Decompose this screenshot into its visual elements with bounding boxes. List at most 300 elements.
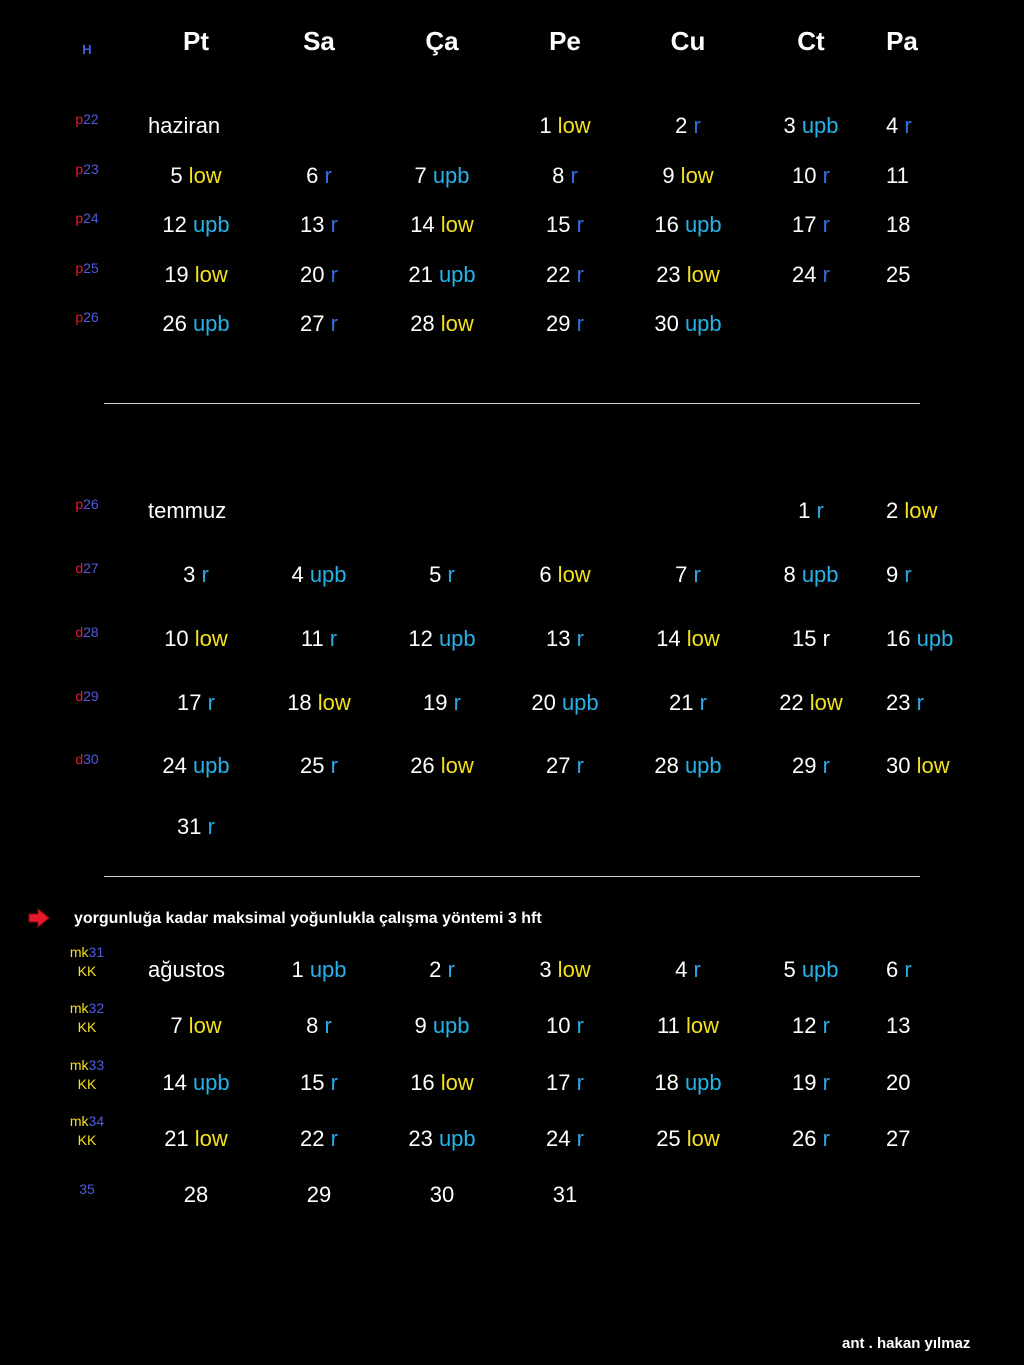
week-code [57,160,117,179]
day-number: 27 [886,1126,911,1151]
training-tag-r: r [816,1013,830,1038]
day-cell [170,1013,221,1039]
day-cell [291,957,346,983]
day-cell [429,957,455,983]
day-cell [410,1070,474,1096]
day-number: 12 [408,626,433,651]
day-number: 2 [886,498,899,523]
day-number: 20 [300,262,325,287]
training-tag-r: r [693,690,707,715]
training-tag-r: r [441,957,455,982]
training-tag-upb: upb [303,957,347,982]
day-number: 8 [783,562,796,587]
week-letter: p [75,111,84,127]
day-cell [546,212,584,238]
training-tag-upb: upb [426,1013,470,1038]
week-letter: mk [69,1000,89,1016]
day-number: 28 [654,753,679,778]
week-kk-label: KK [77,1076,97,1092]
day-number: 16 [410,1070,435,1095]
day-number: 4 [675,957,688,982]
day-cell [177,690,215,716]
week-number: 28 [83,624,99,640]
day-cell [654,212,721,238]
day-number: 31 [552,1182,578,1207]
week-letter: d [75,688,84,704]
training-tag-upb: upb [186,212,230,237]
week-label [57,687,117,706]
week-letter: mk [69,944,89,960]
training-tag-r: r [201,814,215,839]
training-tag-low: low [434,753,474,778]
day-cell [654,1070,721,1096]
training-tag-upb: upb [186,311,230,336]
day-number: 14 [656,626,681,651]
week-number: 23 [83,161,99,177]
week-code [57,999,117,1018]
day-number: 23 [408,1126,433,1151]
week-letter: p [75,210,84,226]
day-cell [886,1126,910,1152]
training-tag-low: low [182,1013,222,1038]
day-number: 30 [654,311,679,336]
week-code [57,495,117,514]
day-number: 17 [546,1070,571,1095]
training-tag-r: r [910,690,924,715]
day-cell [662,163,713,189]
day-cell [164,626,228,652]
day-number: 3 [783,113,796,138]
month-name [148,957,225,983]
day-cell [162,1070,229,1096]
week-kk-label: KK [77,963,97,979]
training-tag-upb: upb [186,753,230,778]
method-note: yorgunluğa kadar maksimal yoğunlukla çalışma yöntemi 3 hft [74,910,542,927]
day-cell [307,1182,331,1208]
training-tag-r: r [324,1070,338,1095]
training-tag-low: low [674,163,714,188]
day-cell [164,262,228,288]
week-code [57,1056,117,1075]
week-code [57,1112,117,1131]
day-number: 13 [300,212,325,237]
day-number: 3 [539,957,552,982]
training-tag-r: r [570,1070,584,1095]
day-number: 1 [798,498,811,523]
day-number: 21 [164,1126,189,1151]
day-number: 29 [546,311,571,336]
day-number: 20 [886,1070,911,1095]
day-number: 23 [656,262,681,287]
week-number: 32 [88,1000,105,1016]
day-number: 17 [792,212,817,237]
day-number: 19 [423,690,448,715]
training-tag-r: r [324,262,338,287]
day-cell [792,753,830,779]
training-tag-upb: upb [795,562,839,587]
day-cell [410,753,474,779]
day-number: 5 [429,562,442,587]
day-cell [675,113,701,139]
day-number: 28 [183,1182,209,1207]
training-tag-upb: upb [910,626,954,651]
day-cell [886,690,924,716]
training-tag-r: r [318,163,332,188]
week-label [57,209,117,228]
day-cell [410,311,474,337]
training-tag-r: r [441,562,455,587]
week-letter: d [75,751,84,767]
training-tag-low: low [188,262,228,287]
day-number: 6 [306,163,319,188]
divider-july-august [104,876,920,877]
day-number: 18 [886,212,911,237]
day-number: 6 [539,562,552,587]
day-cell [300,753,338,779]
training-tag-r: r [447,690,461,715]
day-cell [656,626,720,652]
training-tag-upb: upb [678,753,722,778]
training-tag-r: r [570,626,584,651]
day-cell [792,626,830,652]
day-number: 11 [657,1013,680,1038]
week-code [57,750,117,769]
week-number: 35 [79,1181,95,1197]
day-cell [783,113,838,139]
week-code [57,308,117,327]
week-label [57,943,117,981]
week-kk-label: KK [77,1132,97,1148]
day-cell [184,1182,208,1208]
week-code [57,943,117,962]
training-tag-r: r [816,212,830,237]
day-cell [306,163,332,189]
day-cell [886,562,912,588]
day-number: 26 [410,753,435,778]
day-number: 25 [300,753,325,778]
week-letter: p [75,161,84,177]
day-number: 11 [300,626,324,651]
day-header-ct: Ct [797,26,825,56]
week-code [57,559,117,578]
day-cell [539,113,590,139]
day-number: 24 [792,262,817,287]
day-header-cu: Cu [670,26,706,56]
day-number: 9 [662,163,675,188]
training-tag-upb: upb [678,212,722,237]
training-tag-r: r [318,1013,332,1038]
day-cell [531,690,598,716]
training-tag-r: r [816,163,830,188]
day-number: 27 [300,311,325,336]
day-cell [430,1182,454,1208]
day-number: 24 [162,753,187,778]
training-tag-low: low [434,311,474,336]
day-cell [410,212,474,238]
training-tag-r: r [570,753,584,778]
day-number: 1 [539,113,552,138]
day-number: 1 [291,957,304,982]
training-tag-r: r [816,1126,830,1151]
day-number: 13 [886,1013,911,1038]
week-letter: d [75,624,84,640]
day-number: 4 [886,113,899,138]
training-tag-r: r [570,1013,584,1038]
training-tag-upb: upb [426,163,470,188]
training-tag-r: r [570,262,584,287]
training-tag-r: r [687,113,701,138]
week-code [57,259,117,278]
day-cell [162,753,229,779]
day-cell [886,1070,910,1096]
day-cell [886,957,912,983]
training-tag-upb: upb [432,262,476,287]
training-tag-r: r [195,562,209,587]
training-tag-r: r [898,957,912,982]
week-label [57,259,117,278]
day-number: 29 [792,753,817,778]
day-number: 16 [654,212,679,237]
day-number: 29 [306,1182,332,1207]
training-tag-r: r [564,163,578,188]
day-cell [792,1126,830,1152]
day-number: 19 [792,1070,817,1095]
training-tag-r: r [810,498,824,523]
day-number: 2 [675,113,688,138]
day-number: 7 [170,1013,183,1038]
day-cell [539,562,590,588]
day-cell [414,163,469,189]
divider-june-july [104,403,920,404]
week-number: 26 [83,309,99,325]
day-cell [886,626,953,652]
day-number: 15 [300,1070,325,1095]
day-cell [546,753,584,779]
day-cell [291,562,346,588]
week-label [57,750,117,769]
training-tag-r: r [570,1126,584,1151]
day-number: 10 [164,626,189,651]
day-cell [552,163,578,189]
day-number: 15 r [792,626,830,651]
training-tag-r: r [324,212,338,237]
day-number: 19 [164,262,189,287]
day-cell [886,1013,910,1039]
training-tag-r: r [324,753,338,778]
training-tag-low: low [188,1126,228,1151]
day-cell [162,311,229,337]
week-number: 26 [83,496,99,512]
day-number: 25 [656,1126,681,1151]
week-label [57,1180,117,1199]
day-cell [429,562,455,588]
day-number: 31 [177,814,202,839]
training-tag-upb: upb [432,626,476,651]
training-tag-low: low [803,690,843,715]
day-cell [539,957,590,983]
week-number: 33 [88,1057,105,1073]
training-tag-low: low [188,626,228,651]
day-number: 26 [792,1126,817,1151]
day-header-pe: Pe [549,26,581,56]
day-cell [162,212,229,238]
day-number: 14 [162,1070,187,1095]
day-number: 30 [429,1182,455,1207]
day-cell [546,1070,584,1096]
day-cell [546,262,584,288]
week-number: 31 [88,944,105,960]
day-number: 22 [300,1126,325,1151]
day-number: 7 [675,562,688,587]
training-tag-r: r [898,562,912,587]
training-tag-low: low [434,212,474,237]
day-number: 27 [546,753,571,778]
training-tag-r: r [898,113,912,138]
day-cell [306,1013,332,1039]
week-column-label: H [82,42,92,57]
day-cell [301,626,337,652]
training-tag-upb: upb [678,1070,722,1095]
day-cell [886,212,910,238]
day-cell [669,690,707,716]
day-cell [798,498,824,524]
day-cell [408,262,475,288]
training-tag-low: low [551,113,591,138]
training-tag-r: r [816,1070,830,1095]
day-number: 21 [669,690,694,715]
day-number: 14 [410,212,435,237]
day-number: 7 [414,163,427,188]
training-tag-low: low [680,1126,720,1151]
week-label [57,495,117,514]
day-cell [792,163,830,189]
day-cell [170,163,221,189]
day-header-ca: Ça [425,26,459,56]
day-number: 5 [783,957,796,982]
training-tag-r: r [816,753,830,778]
day-cell [675,957,701,983]
day-header-pt: Pt [183,26,209,56]
week-kk-label: KK [77,1019,97,1035]
day-cell [656,262,720,288]
day-cell [546,1126,584,1152]
week-label [57,308,117,327]
day-cell [792,212,830,238]
week-label [57,999,117,1037]
week-letter: mk [69,1057,89,1073]
week-code [57,687,117,706]
day-number: 2 [429,957,442,982]
training-tag-r: r [324,311,338,336]
week-label [57,1112,117,1150]
day-cell [886,113,912,139]
training-tag-low: low [680,626,720,651]
training-tag-upb: upb [795,957,839,982]
day-number: 25 [886,262,911,287]
day-cell [423,690,461,716]
day-number: 20 [531,690,556,715]
week-code [57,110,117,129]
day-cell [408,626,475,652]
day-cell [414,1013,469,1039]
day-number: 11 [886,163,909,188]
training-tag-low: low [551,957,591,982]
day-cell [886,498,937,524]
day-header-sa: Sa [303,26,335,56]
training-tag-low: low [182,163,222,188]
day-cell [675,562,701,588]
week-label [57,160,117,179]
week-letter: mk [69,1113,89,1129]
training-tag-upb: upb [555,690,599,715]
week-label [57,559,117,578]
training-tag-r: r [570,311,584,336]
training-tag-r: r [816,262,830,287]
day-cell [546,1013,584,1039]
week-number: 29 [83,688,99,704]
month-label: haziran [148,113,221,138]
day-cell [656,1126,720,1152]
training-tag-r: r [201,690,215,715]
training-tag-upb: upb [303,562,347,587]
day-cell [654,311,721,337]
training-tag-upb: upb [432,1126,476,1151]
day-number: 13 [546,626,571,651]
day-number: 24 [546,1126,571,1151]
day-cell [183,562,209,588]
training-tag-low: low [898,498,938,523]
day-cell [546,311,584,337]
month-name [148,113,220,139]
day-number: 23 [886,690,911,715]
day-cell [792,262,830,288]
day-number: 30 [886,753,911,778]
day-header-pa: Pa [886,26,918,56]
day-cell [408,1126,475,1152]
training-tag-upb: upb [678,311,722,336]
day-cell [783,562,838,588]
day-number: 10 [792,163,817,188]
day-number: 10 [546,1013,571,1038]
day-cell [553,1182,577,1208]
day-number: 16 [886,626,911,651]
week-letter: p [75,309,84,325]
day-number: 5 [170,163,183,188]
day-number: 18 [287,690,312,715]
day-number: 9 [886,562,899,587]
day-number: 8 [306,1013,319,1038]
day-number: 15 [546,212,571,237]
day-cell [779,690,843,716]
day-cell [300,311,338,337]
day-cell [792,1070,830,1096]
day-number: 9 [414,1013,427,1038]
day-cell [886,753,950,779]
training-tag-upb: upb [795,113,839,138]
author-credit: ant . hakan yılmaz [842,1335,971,1352]
month-name [148,498,226,524]
training-tag-low: low [311,690,351,715]
day-number: 28 [410,311,435,336]
day-number: 8 [552,163,565,188]
day-number: 12 [792,1013,817,1038]
week-letter: p [75,496,84,512]
training-tag-low: low [680,262,720,287]
week-number: 22 [83,111,99,127]
week-number: 27 [83,560,99,576]
training-tag-r: r [323,626,338,651]
training-tag-low: low [910,753,950,778]
